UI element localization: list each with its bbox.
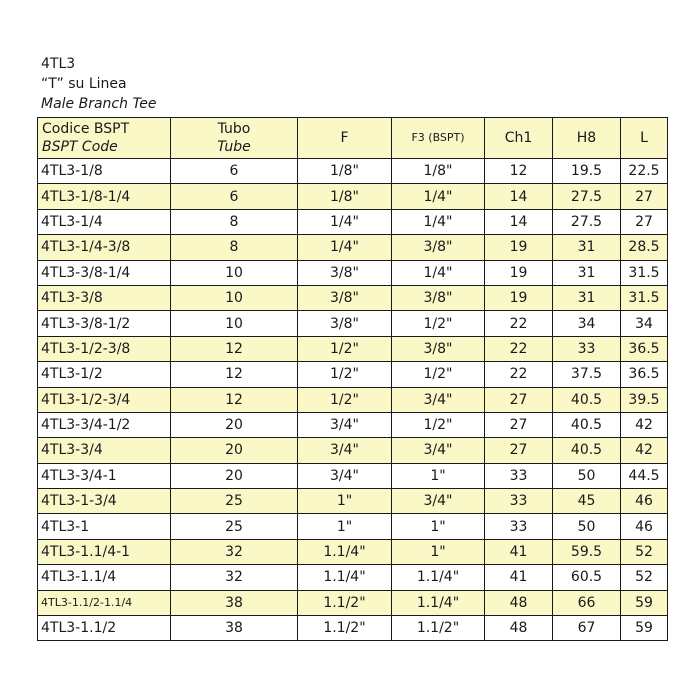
cell-f: 1/4" bbox=[298, 235, 392, 260]
cell-f3: 3/4" bbox=[392, 438, 485, 463]
product-heading bbox=[41, 54, 157, 114]
cell-h8: 33 bbox=[553, 336, 621, 361]
cell-f: 1.1/4" bbox=[298, 539, 392, 564]
table-row bbox=[38, 463, 668, 488]
cell-tube: 12 bbox=[171, 387, 298, 412]
cell-code: 4TL3-1.1/2 bbox=[38, 616, 171, 641]
header-tube bbox=[171, 118, 298, 159]
cell-f: 3/8" bbox=[298, 311, 392, 336]
cell-h8: 60.5 bbox=[553, 565, 621, 590]
cell-f: 3/4" bbox=[298, 438, 392, 463]
table-row bbox=[38, 590, 668, 615]
cell-f: 1/2" bbox=[298, 336, 392, 361]
cell-f3: 3/4" bbox=[392, 489, 485, 514]
cell-l: 39.5 bbox=[621, 387, 668, 412]
cell-f3: 3/8" bbox=[392, 235, 485, 260]
cell-l: 27 bbox=[621, 184, 668, 209]
table-row bbox=[38, 539, 668, 564]
table-row bbox=[38, 260, 668, 285]
cell-ch1: 41 bbox=[485, 565, 553, 590]
cell-ch1: 19 bbox=[485, 260, 553, 285]
cell-tube: 25 bbox=[171, 489, 298, 514]
cell-l: 36.5 bbox=[621, 336, 668, 361]
table-row bbox=[38, 209, 668, 234]
header-tube-en: Tube bbox=[217, 139, 251, 155]
cell-code: 4TL3-1.1/4-1 bbox=[38, 539, 171, 564]
cell-code: 4TL3-3/8 bbox=[38, 285, 171, 310]
cell-f: 1.1/2" bbox=[298, 616, 392, 641]
cell-f3: 1/4" bbox=[392, 184, 485, 209]
cell-h8: 34 bbox=[553, 311, 621, 336]
cell-h8: 50 bbox=[553, 514, 621, 539]
cell-h8: 40.5 bbox=[553, 387, 621, 412]
cell-ch1: 14 bbox=[485, 209, 553, 234]
cell-h8: 59.5 bbox=[553, 539, 621, 564]
cell-ch1: 48 bbox=[485, 590, 553, 615]
cell-h8: 67 bbox=[553, 616, 621, 641]
cell-f3: 1/2" bbox=[392, 311, 485, 336]
cell-code: 4TL3-1/4 bbox=[38, 209, 171, 234]
cell-ch1: 22 bbox=[485, 362, 553, 387]
cell-f: 1/4" bbox=[298, 209, 392, 234]
header-h8: H8 bbox=[553, 118, 621, 159]
header-f3: F3 (BSPT) bbox=[392, 118, 485, 159]
cell-code: 4TL3-3/4-1/2 bbox=[38, 412, 171, 437]
cell-ch1: 19 bbox=[485, 235, 553, 260]
dimensions-table bbox=[37, 117, 668, 641]
header-l: L bbox=[621, 118, 668, 159]
cell-tube: 6 bbox=[171, 159, 298, 184]
product-code-title: 4TL3 bbox=[41, 56, 76, 72]
table-row bbox=[38, 285, 668, 310]
cell-f: 1" bbox=[298, 489, 392, 514]
cell-f3: 1/4" bbox=[392, 260, 485, 285]
cell-l: 42 bbox=[621, 438, 668, 463]
header-code-en: BSPT Code bbox=[42, 139, 118, 155]
cell-f3: 1.1/4" bbox=[392, 565, 485, 590]
table-row bbox=[38, 412, 668, 437]
cell-f: 1/2" bbox=[298, 362, 392, 387]
cell-tube: 25 bbox=[171, 514, 298, 539]
cell-tube: 32 bbox=[171, 539, 298, 564]
table-row bbox=[38, 438, 668, 463]
cell-f3: 3/8" bbox=[392, 336, 485, 361]
product-name-english: Male Branch Tee bbox=[41, 96, 157, 112]
cell-h8: 40.5 bbox=[553, 438, 621, 463]
cell-code: 4TL3-1/2 bbox=[38, 362, 171, 387]
header-code-it: Codice BSPT bbox=[42, 121, 130, 137]
cell-tube: 20 bbox=[171, 438, 298, 463]
cell-ch1: 12 bbox=[485, 159, 553, 184]
cell-l: 31.5 bbox=[621, 260, 668, 285]
cell-tube: 12 bbox=[171, 362, 298, 387]
cell-l: 52 bbox=[621, 539, 668, 564]
table-row bbox=[38, 387, 668, 412]
table-row bbox=[38, 159, 668, 184]
cell-ch1: 27 bbox=[485, 387, 553, 412]
table-row bbox=[38, 565, 668, 590]
cell-code: 4TL3-3/8-1/4 bbox=[38, 260, 171, 285]
cell-tube: 32 bbox=[171, 565, 298, 590]
cell-f3: 1/2" bbox=[392, 362, 485, 387]
header-code bbox=[38, 118, 171, 159]
cell-f: 1/8" bbox=[298, 184, 392, 209]
cell-h8: 27.5 bbox=[553, 184, 621, 209]
cell-code: 4TL3-3/4 bbox=[38, 438, 171, 463]
cell-code: 4TL3-1/2-3/4 bbox=[38, 387, 171, 412]
cell-code: 4TL3-1.1/4 bbox=[38, 565, 171, 590]
cell-l: 46 bbox=[621, 489, 668, 514]
cell-f: 1/8" bbox=[298, 159, 392, 184]
cell-f: 3/4" bbox=[298, 412, 392, 437]
cell-ch1: 33 bbox=[485, 489, 553, 514]
cell-ch1: 41 bbox=[485, 539, 553, 564]
cell-f3: 3/4" bbox=[392, 387, 485, 412]
cell-code: 4TL3-1/2-3/8 bbox=[38, 336, 171, 361]
cell-ch1: 27 bbox=[485, 438, 553, 463]
cell-code: 4TL3-1-3/4 bbox=[38, 489, 171, 514]
cell-ch1: 14 bbox=[485, 184, 553, 209]
cell-tube: 10 bbox=[171, 285, 298, 310]
table-row bbox=[38, 336, 668, 361]
header-ch1: Ch1 bbox=[485, 118, 553, 159]
cell-h8: 45 bbox=[553, 489, 621, 514]
cell-code: 4TL3-3/4-1 bbox=[38, 463, 171, 488]
table-row bbox=[38, 311, 668, 336]
cell-code: 4TL3-1/8 bbox=[38, 159, 171, 184]
cell-f: 1.1/2" bbox=[298, 590, 392, 615]
cell-tube: 8 bbox=[171, 235, 298, 260]
cell-f3: 1.1/4" bbox=[392, 590, 485, 615]
cell-f3: 1" bbox=[392, 539, 485, 564]
cell-h8: 19.5 bbox=[553, 159, 621, 184]
cell-f3: 1/2" bbox=[392, 412, 485, 437]
cell-l: 59 bbox=[621, 590, 668, 615]
cell-f3: 1/4" bbox=[392, 209, 485, 234]
cell-ch1: 22 bbox=[485, 311, 553, 336]
cell-f3: 1.1/2" bbox=[392, 616, 485, 641]
table-header-row bbox=[38, 118, 668, 159]
cell-code: 4TL3-1/4-3/8 bbox=[38, 235, 171, 260]
cell-tube: 8 bbox=[171, 209, 298, 234]
cell-l: 44.5 bbox=[621, 463, 668, 488]
product-name-italian: “T” su Linea bbox=[41, 76, 127, 92]
table-row bbox=[38, 616, 668, 641]
cell-code: 4TL3-1.1/2-1.1/4 bbox=[38, 590, 171, 615]
table-row bbox=[38, 514, 668, 539]
cell-f3: 1" bbox=[392, 463, 485, 488]
cell-ch1: 48 bbox=[485, 616, 553, 641]
cell-h8: 37.5 bbox=[553, 362, 621, 387]
cell-l: 31.5 bbox=[621, 285, 668, 310]
cell-f3: 1/8" bbox=[392, 159, 485, 184]
cell-ch1: 33 bbox=[485, 463, 553, 488]
table-row bbox=[38, 235, 668, 260]
cell-tube: 20 bbox=[171, 412, 298, 437]
cell-l: 42 bbox=[621, 412, 668, 437]
cell-tube: 10 bbox=[171, 260, 298, 285]
cell-f: 1" bbox=[298, 514, 392, 539]
table-row bbox=[38, 184, 668, 209]
cell-h8: 27.5 bbox=[553, 209, 621, 234]
cell-f: 1.1/4" bbox=[298, 565, 392, 590]
cell-l: 34 bbox=[621, 311, 668, 336]
cell-tube: 12 bbox=[171, 336, 298, 361]
cell-code: 4TL3-1 bbox=[38, 514, 171, 539]
table-row bbox=[38, 362, 668, 387]
cell-ch1: 27 bbox=[485, 412, 553, 437]
cell-tube: 38 bbox=[171, 590, 298, 615]
cell-h8: 31 bbox=[553, 260, 621, 285]
cell-l: 27 bbox=[621, 209, 668, 234]
cell-f: 3/8" bbox=[298, 285, 392, 310]
header-tube-it: Tubo bbox=[217, 121, 251, 137]
cell-l: 59 bbox=[621, 616, 668, 641]
cell-f: 3/8" bbox=[298, 260, 392, 285]
cell-f3: 3/8" bbox=[392, 285, 485, 310]
cell-l: 46 bbox=[621, 514, 668, 539]
cell-tube: 6 bbox=[171, 184, 298, 209]
cell-tube: 10 bbox=[171, 311, 298, 336]
cell-f: 3/4" bbox=[298, 463, 392, 488]
cell-l: 22.5 bbox=[621, 159, 668, 184]
header-f: F bbox=[298, 118, 392, 159]
cell-ch1: 33 bbox=[485, 514, 553, 539]
cell-h8: 66 bbox=[553, 590, 621, 615]
cell-l: 52 bbox=[621, 565, 668, 590]
cell-f3: 1" bbox=[392, 514, 485, 539]
cell-code: 4TL3-1/8-1/4 bbox=[38, 184, 171, 209]
cell-l: 28.5 bbox=[621, 235, 668, 260]
cell-l: 36.5 bbox=[621, 362, 668, 387]
cell-f: 1/2" bbox=[298, 387, 392, 412]
cell-tube: 38 bbox=[171, 616, 298, 641]
cell-ch1: 22 bbox=[485, 336, 553, 361]
cell-h8: 31 bbox=[553, 235, 621, 260]
cell-ch1: 19 bbox=[485, 285, 553, 310]
cell-h8: 50 bbox=[553, 463, 621, 488]
cell-tube: 20 bbox=[171, 463, 298, 488]
cell-h8: 40.5 bbox=[553, 412, 621, 437]
cell-code: 4TL3-3/8-1/2 bbox=[38, 311, 171, 336]
cell-h8: 31 bbox=[553, 285, 621, 310]
table-row bbox=[38, 489, 668, 514]
